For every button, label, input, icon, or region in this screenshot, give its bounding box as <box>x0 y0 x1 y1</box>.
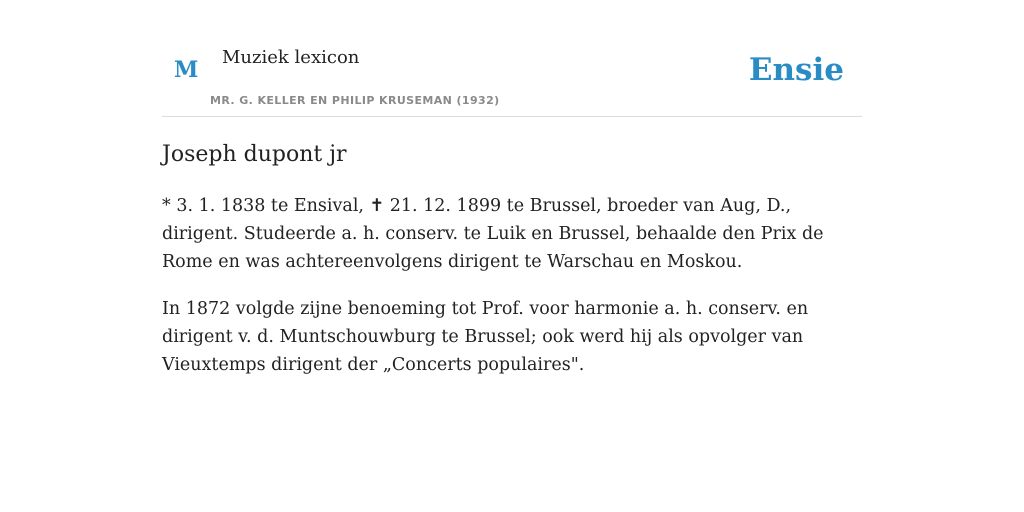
source-header <box>162 0 862 117</box>
entry-paragraph: In 1872 volgde zijne benoeming tot Prof. voor harmonie a. h. conserv. en dirigent v. d. Muntschouwburg te Brussel; ook werd hij als opvolger van Vieuxtemps dirigent der „Concerts populaires". <box>162 299 809 375</box>
source-title[interactable]: Muziek lexicon <box>222 47 360 68</box>
entry-body <box>162 192 862 398</box>
source-authors: MR. G. KELLER EN PHILIP KRUSEMAN (1932) <box>210 94 500 107</box>
ensie-brand-logo[interactable]: Ensie <box>748 52 844 88</box>
source-logo[interactable]: M <box>174 57 199 83</box>
entry-title: Joseph dupont jr <box>162 142 347 167</box>
entry-paragraph: * 3. 1. 1838 te Ensival, ✝ 21. 12. 1899 te Brussel, broeder van Aug, D., dirigent. Studeerde a. h. conserv. te Luik en Brussel, behaalde den Prix de Rome en was achtereenvolgens dirigent te Warschau en Moskou. <box>162 196 824 272</box>
